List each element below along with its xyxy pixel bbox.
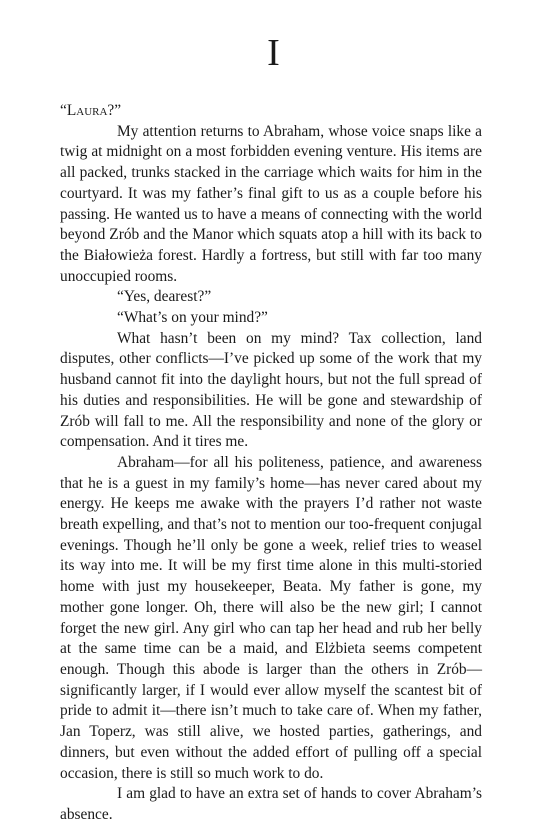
paragraph-dialogue-yes-dearest: “Yes, dearest?” — [117, 288, 212, 306]
paragraph-dialogue-whats-on-mind: “What’s on your mind?” — [117, 309, 268, 327]
paragraph-extra-hands: I am glad to have an extra set of hands to cover Abraham’s absence. — [60, 785, 482, 823]
paragraph-abraham-departure: My attention returns to Abraham, whose voice snaps like a twig at midnight on a most forbidden evening venture. His items are all packed, trunks stacked in the carriage which waits for him in the courtyard. It was my father’s final gift to us as a couple before his passing. He wanted us to have a means of connecting with the world beyond Zrób and the Manor which squats atop a hill with its back to the Białowieża forest. Hardly a fortress, but still with far too many unoccupied rooms. — [60, 122, 482, 285]
paragraph-responsibilities: What hasn’t been on my mind? Tax collection, land disputes, other conflicts—I’ve picked up some of the work that my husband cannot fit into the daylight hours, but not the full spread of his duties and responsibilities. He will be gone and stewardship of Zrób will fall to me. All the responsibility and none of the glory or compensation. And it tires me. — [60, 329, 482, 451]
chapter-body — [60, 101, 482, 826]
quote-open: “ — [60, 102, 67, 119]
name-laura: Laura — [66, 102, 108, 119]
paragraph-dialogue-laura — [60, 101, 482, 122]
paragraph-abraham-guest: Abraham—for all his politeness, patience, and awareness that he is a guest in my family’s home—has never cared about my energy. He keeps me awake with the prayers I’d rather not waste breath expelling, and that’s not to mention our too-frequent conjugal evenings. Though he’ll only be gone a week, relief tries to weasel its way into me. It will be my first time alone in this multi-storied home with just my housekeeper, Beata. My father is gone, my mother gone longer. Oh, there will also be the new girl; I cannot forget the new girl. Any girl who can tap her head and rub her belly at the same time can be a maid, and Elżbieta seems competent enough. Though this abode is larger than the others in Zrób—significantly larger, if I would ever allow myself the scantest bit of pride to admit it—there isn’t much to take care of. When my father, Jan Toperz, was still alive, we hosted parties, gatherings, and dinners, but even without the added effort of pulling off a special occasion, there is still so much work to do. — [60, 453, 482, 782]
chapter-number: I — [267, 32, 280, 74]
quote-close: ?” — [107, 102, 122, 119]
